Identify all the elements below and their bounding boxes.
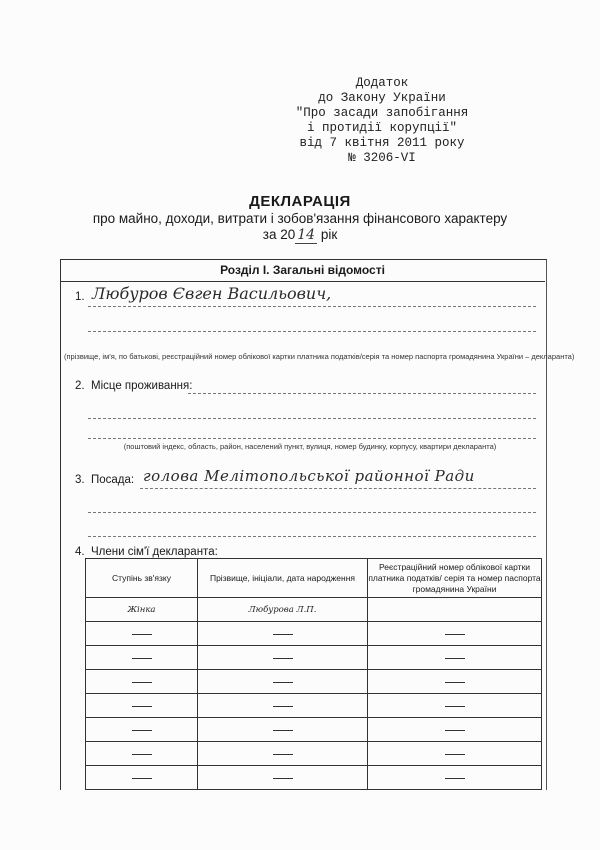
dash-mark <box>445 778 465 779</box>
empty-cell <box>198 766 368 790</box>
appendix-line: до Закону України <box>318 91 446 105</box>
document-title: ДЕКЛАРАЦІЯ <box>249 193 351 210</box>
header-name: Прізвище, ініціали, дата народження <box>198 559 368 598</box>
appendix-line: Додаток <box>355 76 409 90</box>
residence-label: Місце проживання: <box>91 380 193 392</box>
dash-mark <box>445 682 465 683</box>
position-value: голова Мелітопольської районної Ради <box>143 467 475 485</box>
year-suffix: рік <box>320 227 338 242</box>
field3-number: 3. <box>75 474 85 486</box>
empty-cell <box>368 742 542 766</box>
dash-mark <box>132 682 152 683</box>
empty-cell <box>86 646 198 670</box>
table-row <box>86 742 542 766</box>
header-id: Реєстраційний номер облікової картки платника податків/ серія та номер паспорта громадянина України <box>368 559 542 598</box>
dash-mark <box>445 634 465 635</box>
appendix-block <box>252 76 512 166</box>
empty-cell <box>86 742 198 766</box>
empty-cell <box>368 622 542 646</box>
section-title: Розділ I. Загальні відомості <box>60 259 545 282</box>
empty-cell <box>368 766 542 790</box>
year-handwritten: 14 <box>297 227 316 243</box>
dash-mark <box>273 754 293 755</box>
empty-cell <box>198 694 368 718</box>
empty-cell <box>198 742 368 766</box>
field1-number: 1. <box>75 291 85 303</box>
empty-cell <box>198 646 368 670</box>
table-row <box>86 670 542 694</box>
field3-line-2 <box>88 512 536 513</box>
field4-number: 4. <box>75 546 85 558</box>
declarant-name: Любуров Євген Васильович, <box>92 284 332 303</box>
year-prefix: за 20 <box>262 227 296 242</box>
dash-mark <box>132 754 152 755</box>
empty-cell <box>86 766 198 790</box>
empty-cell <box>368 694 542 718</box>
empty-cell <box>86 622 198 646</box>
dash-mark <box>132 778 152 779</box>
empty-cell <box>368 718 542 742</box>
table-row <box>86 766 542 790</box>
position-label: Посада: <box>91 474 135 486</box>
member-name-cell: Любурова Л.П. <box>198 598 368 622</box>
header-relation: Ступінь зв'язку <box>86 559 198 598</box>
dash-mark <box>273 634 293 635</box>
dash-mark <box>273 778 293 779</box>
empty-cell <box>368 670 542 694</box>
field3-line-3 <box>88 536 536 537</box>
field2-line-2 <box>88 418 536 419</box>
dash-mark <box>445 658 465 659</box>
table-row <box>86 598 542 622</box>
relation-cell: Жінка <box>86 598 198 622</box>
family-members-table <box>85 558 542 790</box>
dash-mark <box>132 634 152 635</box>
dash-mark <box>273 682 293 683</box>
empty-cell <box>198 670 368 694</box>
appendix-line: "Про засади запобігання <box>295 106 469 120</box>
dash-mark <box>132 658 152 659</box>
dash-mark <box>445 730 465 731</box>
table-row <box>86 646 542 670</box>
dash-mark <box>273 730 293 731</box>
table-header-row <box>86 559 542 598</box>
dash-mark <box>273 706 293 707</box>
dash-mark <box>132 706 152 707</box>
empty-cell <box>86 694 198 718</box>
document-subtitle: про майно, доходи, витрати і зобов'язання фінансового характеру <box>92 211 508 226</box>
appendix-line: від 7 квітня 2011 року <box>299 136 465 150</box>
dash-mark <box>132 730 152 731</box>
table-row <box>86 718 542 742</box>
empty-cell <box>86 718 198 742</box>
table-row <box>86 694 542 718</box>
dash-mark <box>273 658 293 659</box>
empty-cell <box>198 718 368 742</box>
member-id-cell <box>368 598 542 622</box>
empty-cell <box>368 646 542 670</box>
declaration-year <box>0 227 600 243</box>
appendix-line: і протидії корупції" <box>306 121 458 135</box>
field2-number: 2. <box>75 380 85 392</box>
family-label: Члени сім'ї декларанта: <box>91 546 218 558</box>
appendix-line: № 3206-VI <box>348 151 416 165</box>
field1-line-2 <box>88 331 536 332</box>
field1-line <box>88 306 536 307</box>
empty-cell <box>86 670 198 694</box>
field3-line <box>140 488 536 489</box>
field2-line <box>188 393 536 394</box>
table-row <box>86 622 542 646</box>
dash-mark <box>445 754 465 755</box>
field1-note: (прізвище, ім'я, по батькові, реєстраційний номер облікової картки платника податків/серія та номер паспорта громадянина України – декларанта) <box>64 352 575 361</box>
empty-cell <box>198 622 368 646</box>
field2-line-3 <box>88 438 536 439</box>
dash-mark <box>445 706 465 707</box>
field2-note: (поштовий індекс, область, район, населений пункт, вулиця, номер будинку, корпусу, квартири декларанта) <box>123 442 497 451</box>
